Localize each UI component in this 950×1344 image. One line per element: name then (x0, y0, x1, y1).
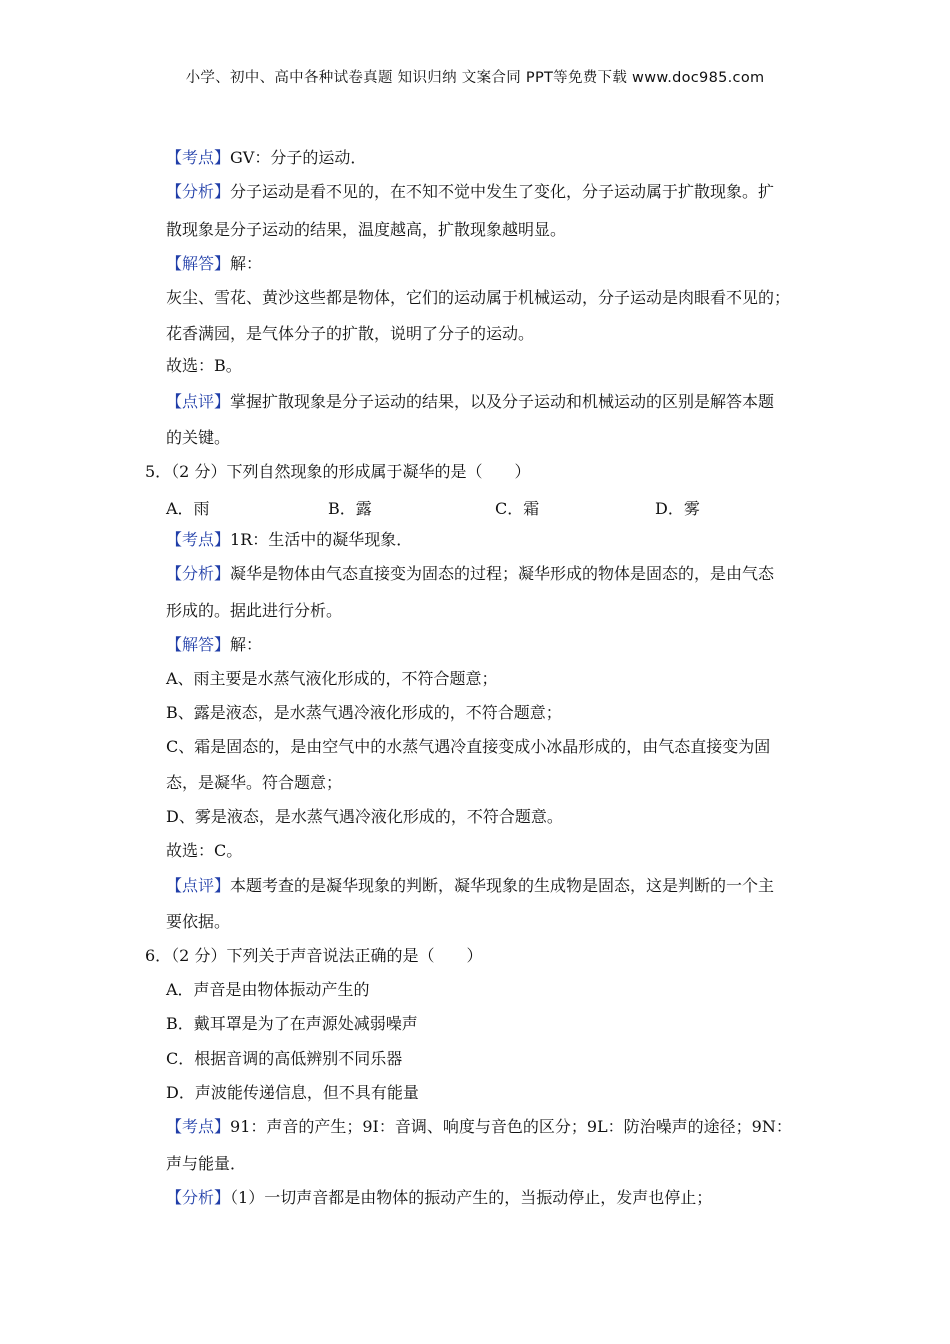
q5-option-c: C．霜 (495, 499, 540, 518)
q4-body-line-2: 花香满园，是气体分子的扩散，说明了分子的运动。 (166, 324, 535, 343)
dianping-tag: 【点评】 (166, 392, 231, 411)
q5-fenxi-text-1: 凝华是物体由气态直接变为固态的过程；凝华形成的物体是固态的，是由气态 (230, 564, 775, 583)
q6-kaodian-line-2: 声与能量． (166, 1154, 247, 1173)
q4-dianping-line-2: 的关键。 (166, 428, 231, 447)
q5-dianping-line-1 (166, 876, 774, 896)
q5-line-c1: C、霜是固态的，是由空气中的水蒸气遇冷直接变成小冰晶形成的，由气态直接变为固 (166, 737, 771, 756)
q5-kaodian-line (166, 530, 412, 550)
page-header-banner: 小学、初中、高中各种试卷真题 知识归纳 文案合同 PPT等免费下载 www.doc985.com (185, 70, 765, 86)
q4-fenxi-line-2: 散现象是分子运动的结果，温度越高，扩散现象越明显。 (166, 220, 567, 239)
q5-fenxi-line-2: 形成的。据此进行分析。 (166, 601, 343, 620)
q5-option-d: D．雾 (655, 499, 700, 518)
q5-dianping-text-1: 本题考查的是凝华现象的判断，凝华现象的生成物是固态，这是判断的一个主 (230, 876, 775, 895)
q5-line-d: D、雾是液态，是水蒸气遇冷液化形成的，不符合题意。 (166, 807, 563, 826)
q6-option-d: D．声波能传递信息，但不具有能量 (166, 1083, 419, 1102)
q6-kaodian-line-1 (166, 1117, 792, 1137)
fenxi-tag: 【分析】 (166, 564, 231, 583)
dianping-tag: 【点评】 (166, 876, 231, 895)
q5-option-b: B．露 (328, 499, 372, 518)
kaodian-tag: 【考点】 (166, 530, 231, 549)
q5-fenxi-line-1 (166, 564, 774, 584)
q4-dianping-line-1 (166, 392, 774, 412)
q4-kaodian-line (166, 148, 366, 168)
q6-option-b: B．戴耳罩是为了在声源处减弱噪声 (166, 1014, 418, 1033)
fenxi-tag: 【分析】 (166, 1188, 231, 1207)
q4-fenxi-text-1: 分子运动是看不见的，在不知不觉中发生了变化，分子运动属于扩散现象。扩 (230, 182, 775, 201)
q4-kaodian-text: GV：分子的运动． (230, 148, 367, 167)
jieda-tag: 【解答】 (166, 635, 231, 654)
q6-kaodian-text-1: 91：声音的产生；9I：音调、响度与音色的区分；9L：防治噪声的途径；9N： (230, 1117, 792, 1136)
q5-kaodian-text: 1R：生活中的凝华现象． (230, 530, 413, 549)
q4-answer: 故选：B。 (166, 356, 242, 375)
q6-fenxi-line-1 (166, 1188, 712, 1208)
q4-jieda-text: 解： (230, 254, 263, 273)
q5-line-b: B、露是液态，是水蒸气遇冷液化形成的，不符合题意； (166, 703, 562, 722)
jieda-tag: 【解答】 (166, 254, 231, 273)
q6-fenxi-text-1: （1）一切声音都是由物体的振动产生的，当振动停止，发声也停止； (230, 1188, 713, 1207)
q4-dianping-text-1: 掌握扩散现象是分子运动的结果，以及分子运动和机械运动的区别是解答本题 (230, 392, 775, 411)
q5-line-a: A、雨主要是水蒸气液化形成的，不符合题意； (166, 669, 498, 688)
q5-line-c2: 态，是凝华。符合题意； (166, 773, 343, 792)
q4-jieda-line (166, 254, 262, 274)
q5-option-a: A．雨 (166, 499, 210, 518)
q5-dianping-line-2: 要依据。 (166, 912, 231, 931)
q4-fenxi-line-1 (166, 182, 774, 202)
q5-stem: 5．（2 分）下列自然现象的形成属于凝华的是（ ） (145, 462, 531, 481)
q4-body-line-1: 灰尘、雪花、黄沙这些都是物体，它们的运动属于机械运动，分子运动是肉眼看不见的； (166, 288, 791, 307)
kaodian-tag: 【考点】 (166, 148, 231, 167)
q6-option-c: C．根据音调的高低辨别不同乐器 (166, 1049, 403, 1068)
kaodian-tag: 【考点】 (166, 1117, 231, 1136)
q6-option-a: A．声音是由物体振动产生的 (166, 980, 370, 999)
q5-answer: 故选：C。 (166, 841, 243, 860)
q6-stem: 6．（2 分）下列关于声音说法正确的是（ ） (145, 946, 483, 965)
q5-jieda-text: 解： (230, 635, 263, 654)
q5-jieda-line (166, 635, 262, 655)
fenxi-tag: 【分析】 (166, 182, 231, 201)
